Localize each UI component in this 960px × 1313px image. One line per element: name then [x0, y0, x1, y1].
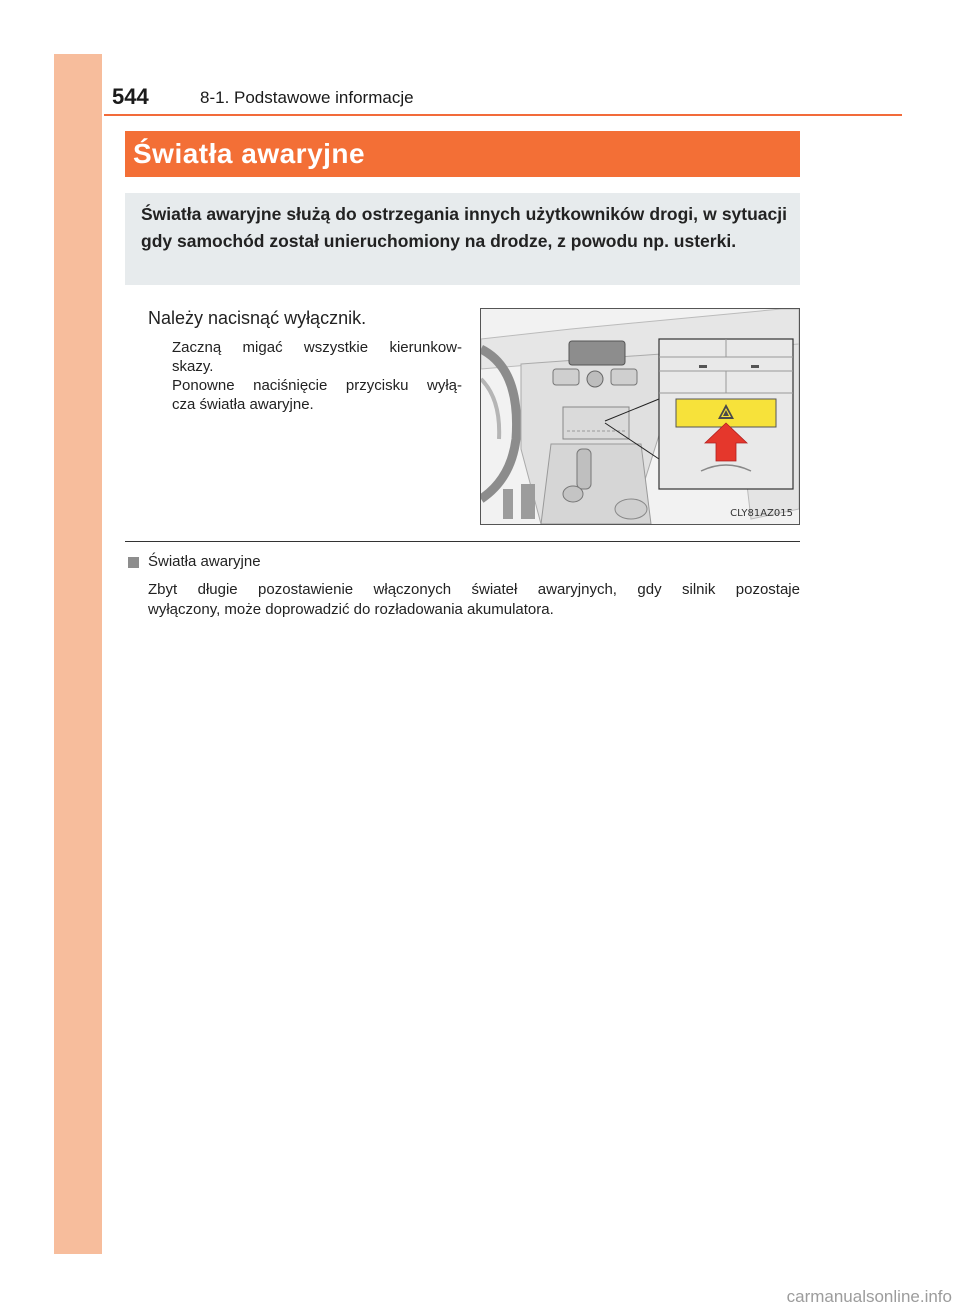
- step-detail-line: Zaczną migać wszystkie kierunkow-: [172, 339, 462, 356]
- page-number: 544: [112, 84, 149, 109]
- step-instruction: Należy nacisnąć wyłącznik.: [148, 308, 367, 328]
- note-title: Światła awaryjne: [148, 553, 261, 570]
- intro-text: Światła awaryjne służą do ostrzegania innych użytkowników drogi, w sytuacji gdy samochód został unieruchomiony na drodze, z powodu np. usterki.: [141, 204, 787, 251]
- step-detail-line: skazy.: [172, 358, 214, 375]
- side-strip: [54, 54, 102, 1254]
- header-rule: [104, 114, 902, 116]
- note-body-line: wyłączony, może doprowadzić do rozładowania akumulatora.: [148, 601, 554, 618]
- section-label: 8-1. Podstawowe informacje: [200, 88, 414, 107]
- square-bullet-icon: [128, 557, 139, 568]
- step-detail-line: cza światła awaryjne.: [172, 396, 314, 413]
- title-bar: [125, 131, 800, 177]
- page-title: Światła awaryjne: [133, 138, 366, 169]
- step-detail-line: Ponowne naciśnięcie przycisku wyłą-: [172, 377, 462, 394]
- dashboard-illustration: [480, 308, 800, 525]
- intro-box: [125, 193, 800, 285]
- note-body-line: Zbyt długie pozostawienie włączonych świateł awaryjnych, gdy silnik pozostaje: [148, 581, 800, 598]
- section-separator: [125, 541, 800, 542]
- dashboard-drawing: [481, 309, 799, 524]
- figure-caption: CLY81AZ015: [730, 508, 793, 519]
- page-header: [112, 84, 902, 114]
- note-body: [148, 580, 800, 620]
- step-detail: [172, 338, 462, 414]
- watermark: carmanualsonline.info: [786, 1287, 952, 1306]
